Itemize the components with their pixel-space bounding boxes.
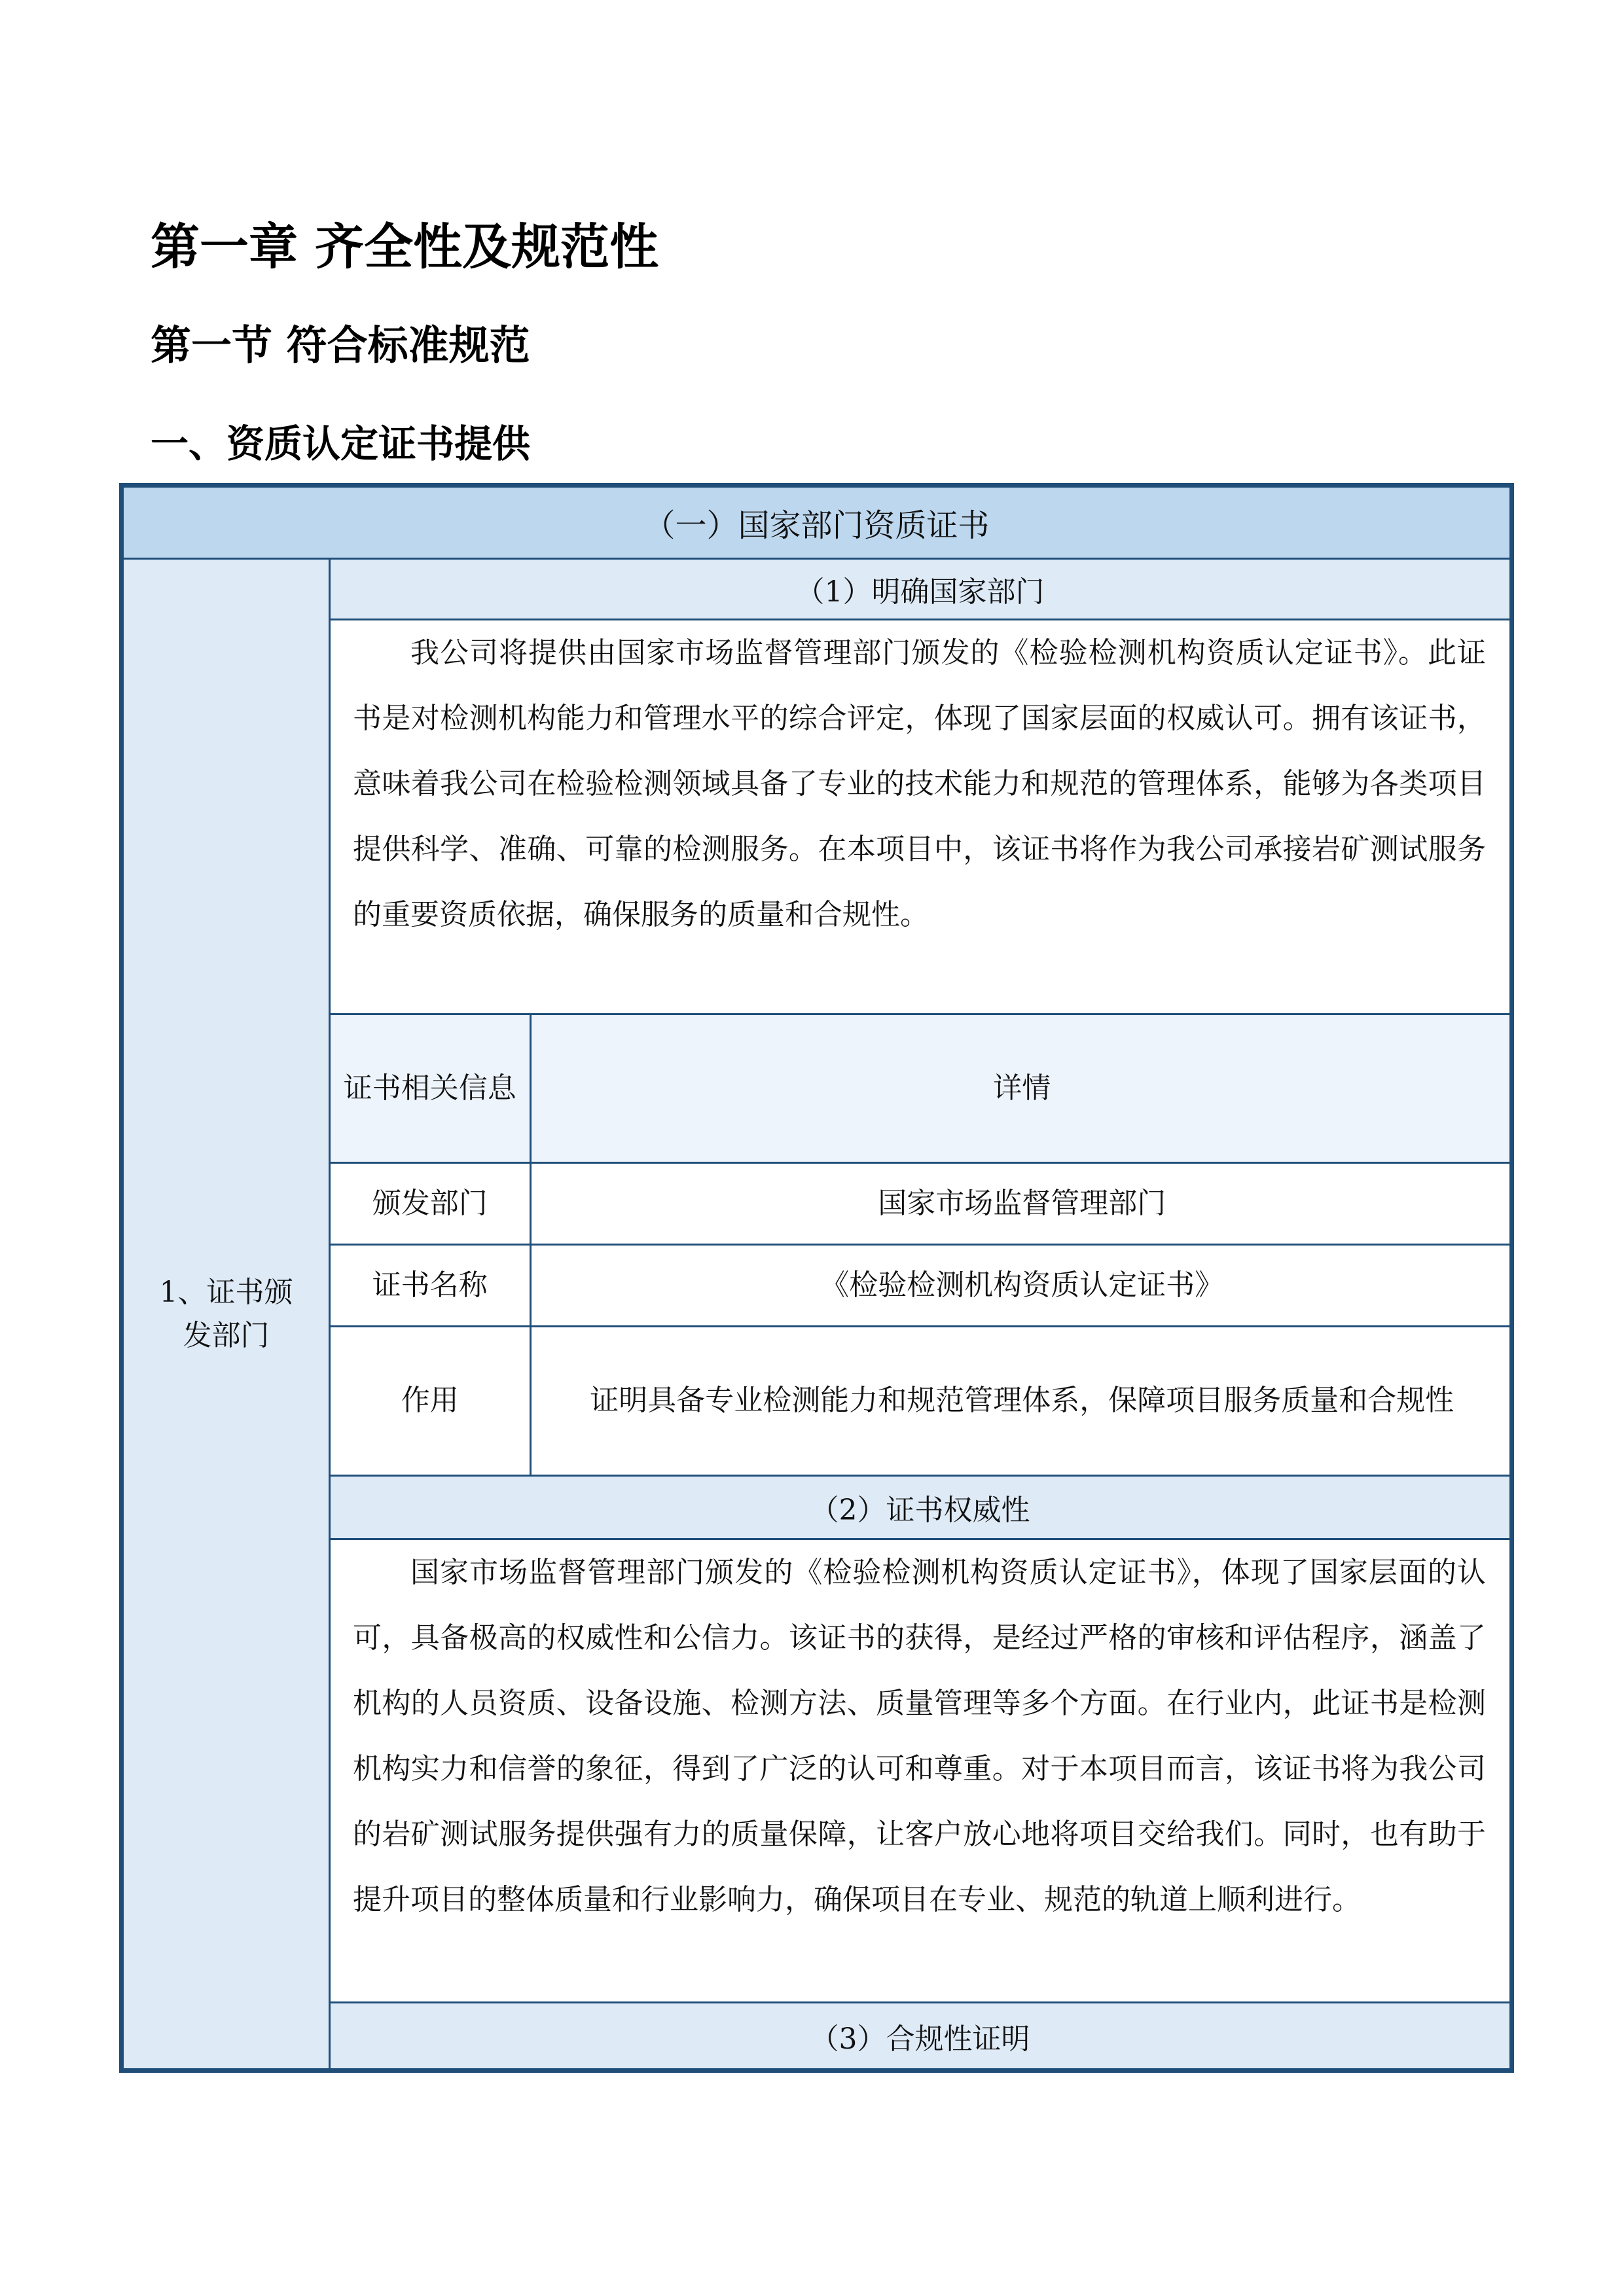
- left-row-label-line-2: 发部门: [183, 1318, 270, 1352]
- part1-paragraph-cell: [330, 620, 1512, 1014]
- part2-paragraph: 国家市场监督管理部门颁发的《检验检测机构资质认定证书》，体现了国家层面的认可，具备极高的权威性和公信力。该证书的获得，是经过严格的审核和评估程序，涵盖了机构的人员资质、设备设施、检测方法、质量管理等多个方面。在行业内，此证书是检测机构实力和信誉的象征，得到了广泛的认可和尊重。对于本项目而言，该证书将为我公司的岩矿测试服务提供强有力的质量保障，让客户放心地将项目交给我们。同时，也有助于提升项目的整体质量和行业影响力，确保项目在专业、规范的轨道上顺利进行。: [353, 1556, 1487, 1916]
- info-header-row: [331, 1015, 1512, 1162]
- certificate-table: [119, 483, 1514, 2073]
- subsection-title: 一、资质认定证书提供: [151, 422, 531, 466]
- info-header-key: 证书相关信息: [331, 1015, 530, 1162]
- info-key: 证书名称: [331, 1244, 530, 1326]
- chapter-title: 第一章 齐全性及规范性: [151, 218, 659, 276]
- info-row: [331, 1162, 1512, 1244]
- info-key: 作用: [331, 1326, 530, 1475]
- part3-heading: （3）合规性证明: [330, 2003, 1512, 2071]
- part2-heading: （2）证书权威性: [330, 1476, 1512, 1539]
- info-value: 证明具备专业检测能力和规范管理体系，保障项目服务质量和合规性: [530, 1326, 1512, 1475]
- part2-paragraph-cell: [330, 1539, 1512, 2003]
- part1-paragraph: 我公司将提供由国家市场监督管理部门颁发的《检验检测机构资质认定证书》。此证书是对检测机构能力和管理水平的综合评定，体现了国家层面的权威认可。拥有该证书，意味着我公司在检验检测领域具备了专业的技术能力和规范的管理体系，能够为各类项目提供科学、准确、可靠的检测服务。在本项目中，该证书将作为我公司承接岩矿测试服务的重要资质依据，确保服务的质量和合规性。: [353, 636, 1487, 931]
- table-title: （一）国家部门资质证书: [122, 486, 1512, 559]
- certificate-info-table: [331, 1015, 1512, 1475]
- info-value: 国家市场监督管理部门: [530, 1162, 1512, 1244]
- info-header-value: 详情: [530, 1015, 1512, 1162]
- left-row-label-line-1: 1、证书颁: [159, 1275, 293, 1309]
- part1-heading: （1）明确国家部门: [330, 559, 1512, 620]
- info-key: 颁发部门: [331, 1162, 530, 1244]
- section-title: 第一节 符合标准规范: [151, 321, 530, 369]
- info-row: [331, 1244, 1512, 1326]
- certificate-info-cell: [330, 1014, 1512, 1476]
- info-row: [331, 1326, 1512, 1475]
- info-value: 《检验检测机构资质认定证书》: [530, 1244, 1512, 1326]
- left-row-label: [122, 559, 330, 2071]
